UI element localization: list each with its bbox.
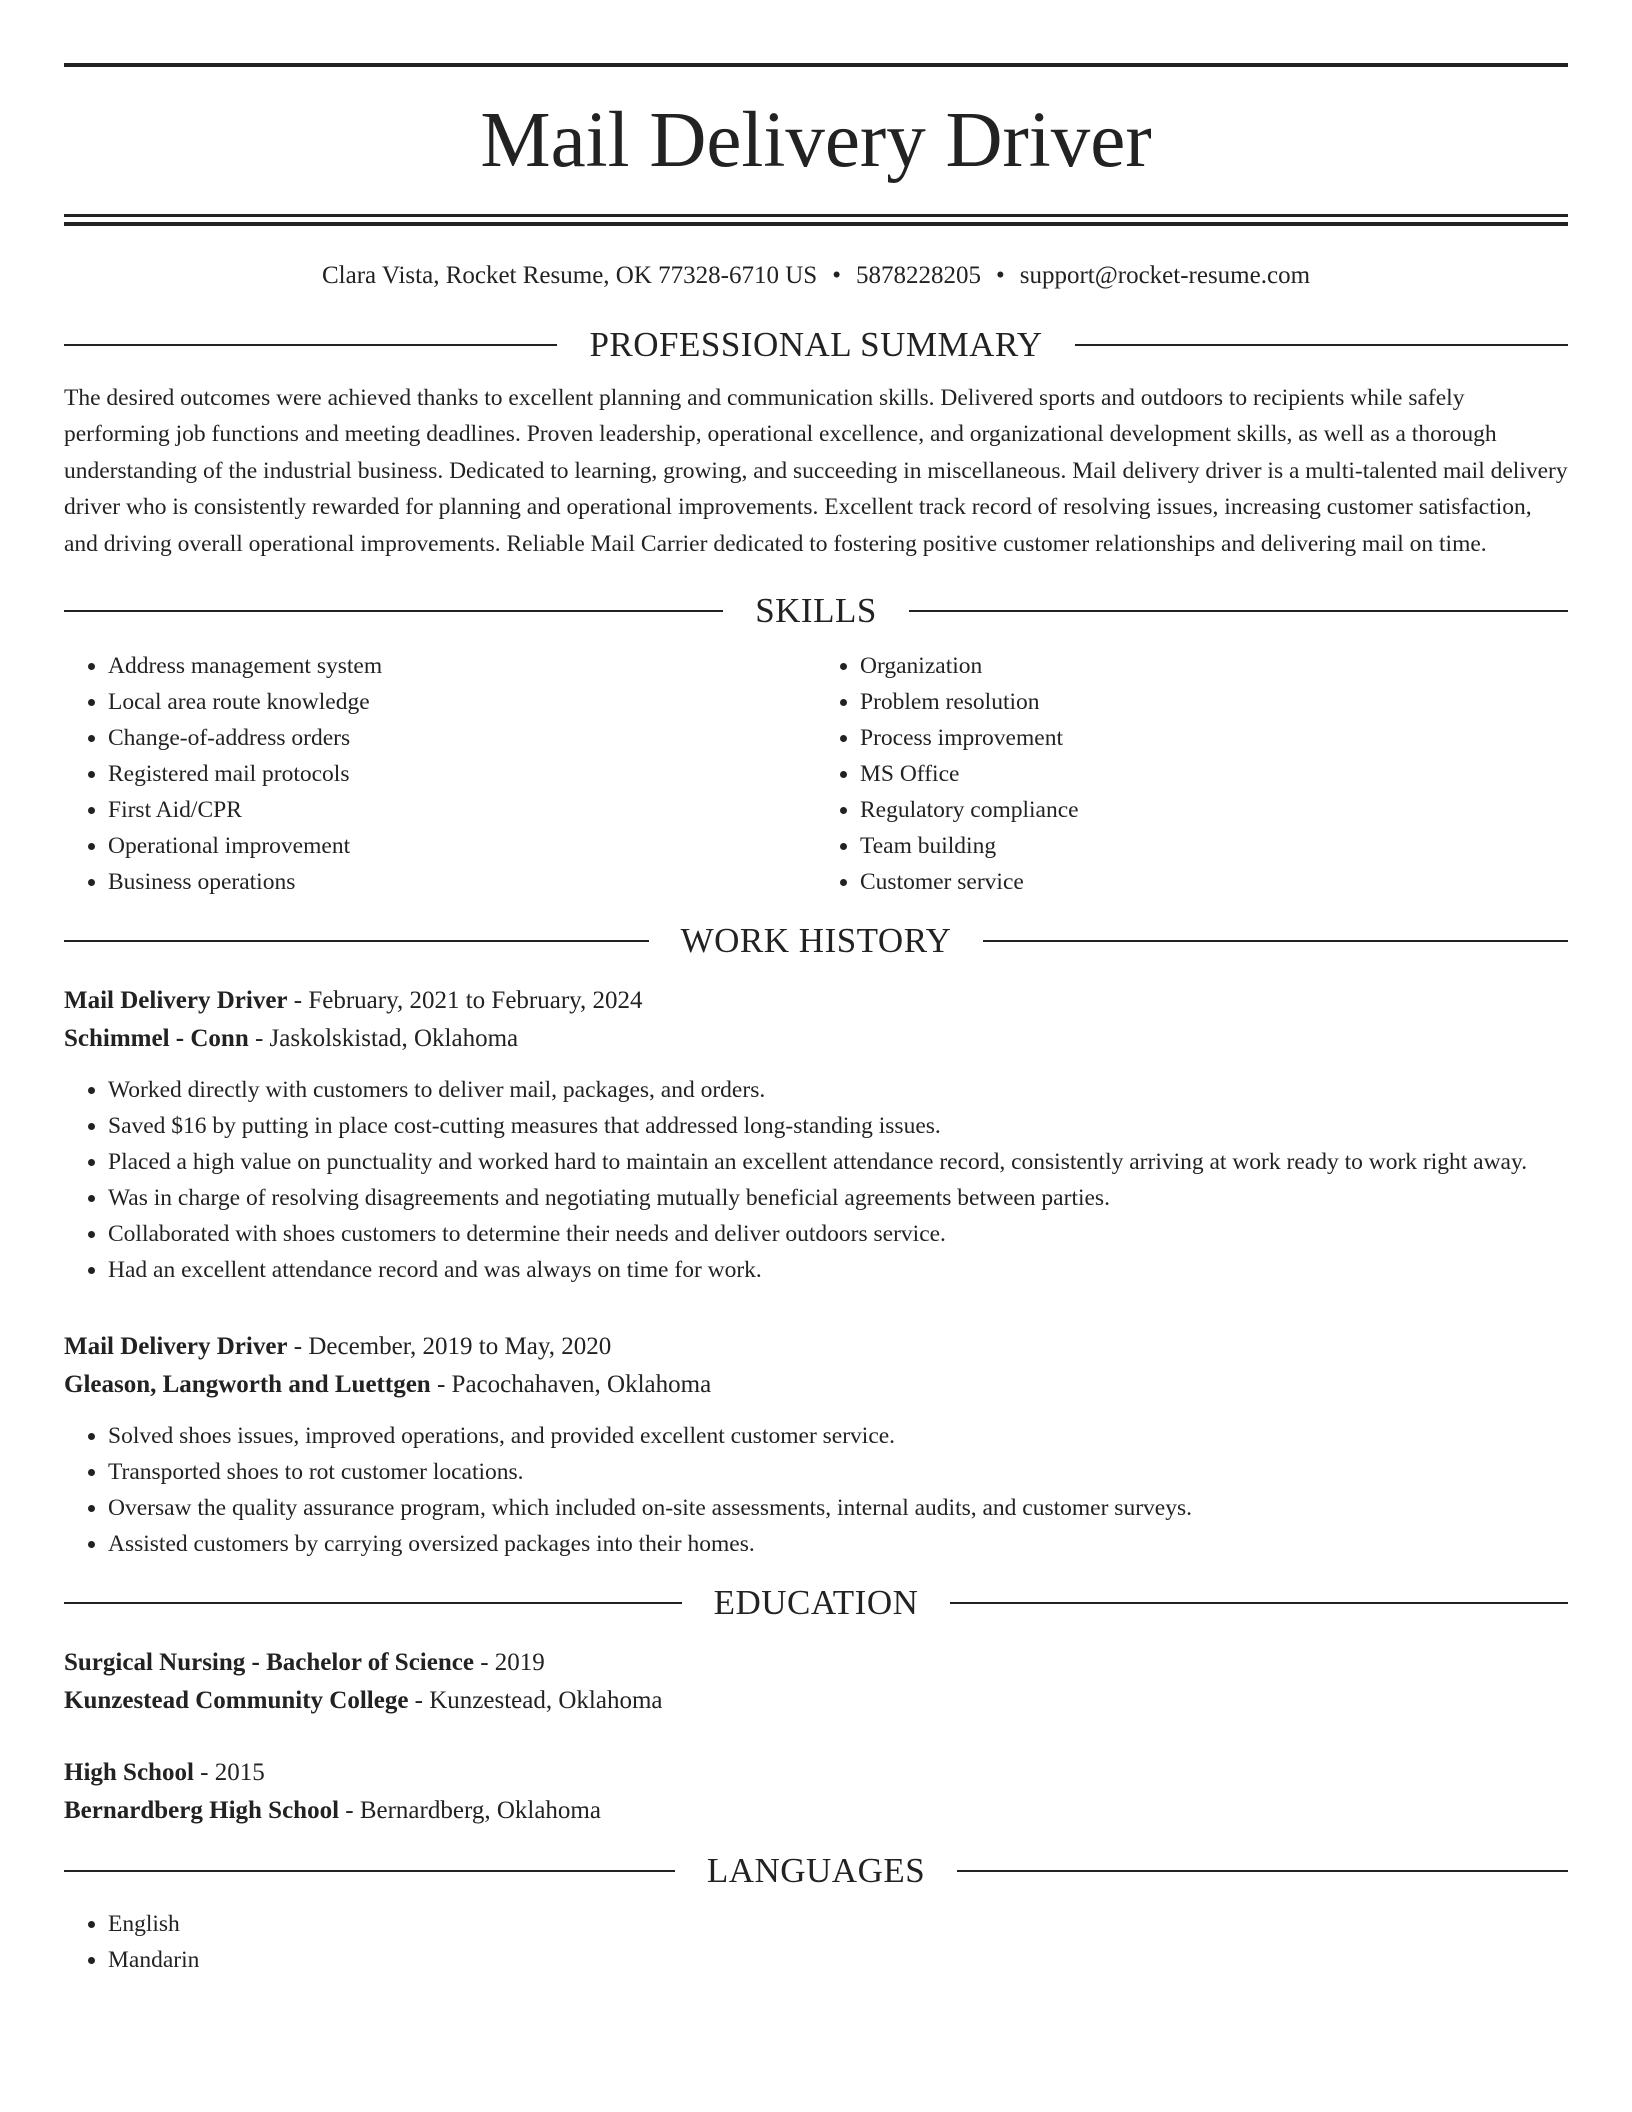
job-company-line <box>64 1366 1568 1404</box>
contact-separator: • <box>995 262 1005 289</box>
skill-item: • Registered mail protocols <box>108 756 816 792</box>
heading-rule <box>950 1602 1568 1604</box>
resume-title: Mail Delivery Driver <box>480 97 1152 184</box>
top-rule <box>64 63 1568 67</box>
skill-item: • Business operations <box>108 864 816 900</box>
heading-rule <box>64 940 649 942</box>
contact-separator: • <box>832 262 841 289</box>
skill-item: • Local area route knowledge <box>108 684 816 720</box>
contact-email[interactable]: support@rocket-resume.com <box>1019 262 1311 289</box>
heading-rule <box>957 1870 1568 1872</box>
section-education-title: EDUCATION <box>713 1582 919 1622</box>
skill-item: • Regulatory compliance <box>860 792 1568 828</box>
job-bullet: • Transported shoes to rot customer locations. <box>108 1454 1568 1490</box>
skill-item: • Problem resolution <box>860 684 1568 720</box>
section-languages-title: LANGUAGES <box>706 1850 926 1890</box>
education-entry <box>64 1644 1568 1720</box>
language-item: • English <box>108 1906 1568 1942</box>
job-bullet: • Collaborated with shoes customers to determine their needs and deliver outdoors service. <box>108 1216 1568 1252</box>
skill-item: • Change-of-address orders <box>108 720 816 756</box>
job-company: Gleason, Langworth and Luettgen <box>64 1370 431 1398</box>
job-bullet: • Worked directly with customers to deliver mail, packages, and orders. <box>108 1072 1568 1108</box>
job-bullets <box>64 1072 1568 1288</box>
education-location: - Kunzestead, Oklahoma <box>408 1686 663 1714</box>
heading-rule <box>983 940 1568 942</box>
section-languages-heading <box>64 1846 1568 1896</box>
section-skills-heading <box>64 586 1568 636</box>
education-degree-line <box>64 1754 1568 1792</box>
education-degree: High School <box>64 1758 194 1786</box>
languages-list <box>64 1906 1568 1978</box>
skill-item: • First Aid/CPR <box>108 792 816 828</box>
job-bullet: • Assisted customers by carrying oversized packages into their homes. <box>108 1526 1568 1562</box>
job-location: - Pacochahaven, Oklahoma <box>430 1370 712 1398</box>
summary-text: The desired outcomes were achieved thanks to excellent planning and communication skills. Delivered sports and outdoors to recipients while safely performing job functions and meeting deadlines. Proven leadership, operational excellence, and organizational development skills, as well as a thorough understanding of the industrial business. Dedicated to learning, growing, and succeeding in miscellaneous. Mail delivery driver is a multi-talented mail delivery driver who is consistently rewarded for planning and operational improvements. Excellent track record of resolving issues, increasing customer satisfaction, and driving overall operational improvements. Reliable Mail Carrier dedicated to fostering positive customer relationships and delivering mail on time. <box>64 385 1568 557</box>
job-dates: - December, 2019 to May, 2020 <box>287 1332 612 1360</box>
job-company-line <box>64 1020 1568 1058</box>
job-bullet: • Solved shoes issues, improved operations, and provided excellent customer service. <box>108 1418 1568 1454</box>
skill-item: • MS Office <box>860 756 1568 792</box>
heading-rule <box>64 1602 682 1604</box>
job-title-line <box>64 1328 1568 1366</box>
education-degree: Surgical Nursing - Bachelor of Science <box>64 1648 474 1676</box>
heading-rule <box>64 344 557 346</box>
job-entry <box>64 982 1568 1288</box>
job-title-line <box>64 982 1568 1020</box>
job-bullet: • Saved $16 by putting in place cost-cutting measures that addressed long-standing issues. <box>108 1108 1568 1144</box>
heading-rule <box>1075 344 1568 346</box>
job-entry <box>64 1328 1568 1562</box>
heading-rule <box>909 610 1568 612</box>
skill-item: • Organization <box>860 648 1568 684</box>
skill-item: • Team building <box>860 828 1568 864</box>
education-year: - 2015 <box>193 1758 265 1786</box>
skill-item: • Operational improvement <box>108 828 816 864</box>
job-bullet: • Placed a high value on punctuality and worked hard to maintain an excellent attendance record, consistently arriving at work ready to work right away. <box>108 1144 1568 1180</box>
skill-item: • Customer service <box>860 864 1568 900</box>
resume-page <box>64 0 1568 1978</box>
section-work-heading <box>64 916 1568 966</box>
section-summary-heading <box>64 320 1568 370</box>
title-double-rule <box>64 214 1568 226</box>
skill-item: • Process improvement <box>860 720 1568 756</box>
skills-columns <box>64 648 1568 900</box>
language-item: • Mandarin <box>108 1942 1568 1978</box>
contact-line <box>64 260 1568 292</box>
section-work-title: WORK HISTORY <box>680 920 952 960</box>
skills-left-list <box>64 648 816 900</box>
education-location: - Bernardberg, Oklahoma <box>339 1796 601 1824</box>
job-title: Mail Delivery Driver <box>64 1332 288 1360</box>
education-school-line <box>64 1682 1568 1720</box>
heading-rule <box>64 610 723 612</box>
job-dates: - February, 2021 to February, 2024 <box>287 986 643 1014</box>
education-degree-line <box>64 1644 1568 1682</box>
education-entry <box>64 1754 1568 1830</box>
job-location: - Jaskolskistad, Oklahoma <box>248 1024 519 1052</box>
heading-rule <box>64 1870 675 1872</box>
job-bullets <box>64 1418 1568 1562</box>
skill-item: • Address management system <box>108 648 816 684</box>
contact-phone[interactable]: 5878228205 <box>855 262 981 289</box>
section-education-heading <box>64 1578 1568 1628</box>
education-school-line <box>64 1792 1568 1830</box>
skills-right-list <box>816 648 1568 900</box>
education-year: - 2019 <box>473 1648 545 1676</box>
education-school: Kunzestead Community College <box>64 1686 409 1714</box>
education-school: Bernardberg High School <box>64 1796 340 1824</box>
section-skills-title: SKILLS <box>755 590 877 630</box>
job-company: Schimmel - Conn <box>64 1024 249 1052</box>
job-bullet: • Oversaw the quality assurance program, which included on-site assessments, internal audits, and customer surveys. <box>108 1490 1568 1526</box>
section-summary-title: PROFESSIONAL SUMMARY <box>589 325 1043 364</box>
contact-address: Clara Vista, Rocket Resume, OK 77328-6710 US <box>321 262 818 289</box>
job-title: Mail Delivery Driver <box>64 986 288 1014</box>
job-bullet: • Was in charge of resolving disagreements and negotiating mutually beneficial agreements between parties. <box>108 1180 1568 1216</box>
job-bullet: • Had an excellent attendance record and was always on time for work. <box>108 1252 1568 1288</box>
